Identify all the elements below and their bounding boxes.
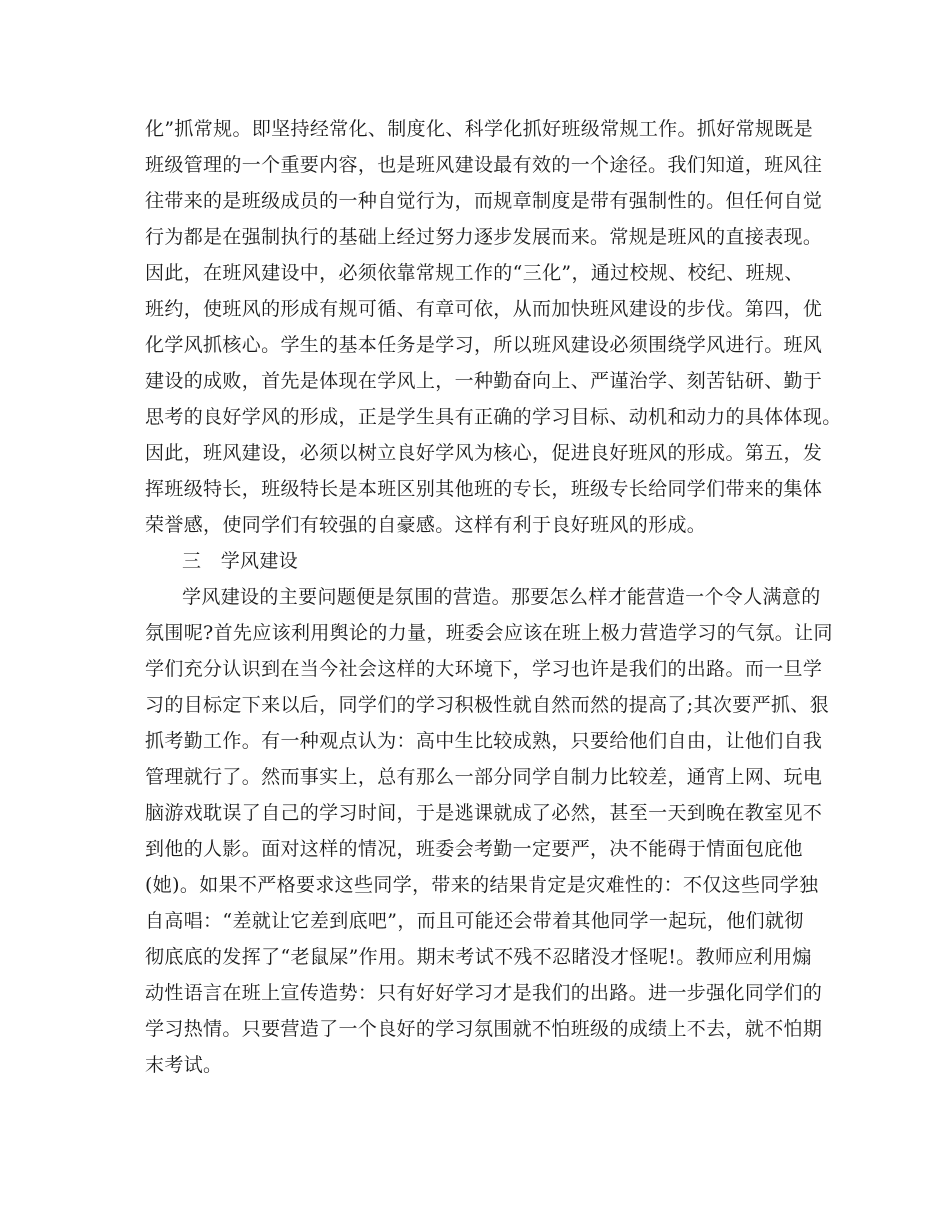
text-line: 学习热情。只要营造了一个良好的学习氛围就不怕班级的成绩上不去，就不怕期: [145, 1018, 823, 1040]
text-line: 挥班级特长，班级特长是本班区别其他班的专长，班级专长给同学们带来的集体: [145, 478, 823, 500]
text-line: 班级管理的一个重要内容，也是班风建设最有效的一个途径。我们知道，班风往: [145, 154, 823, 176]
text-line: 建设的成败，首先是体现在学风上，一种勤奋向上、严谨治学、刻苦钻研、勤于: [145, 370, 823, 392]
section-heading: 三 学风建设: [182, 550, 299, 572]
text-line: 到他的人影。面对这样的情况，班委会考勤一定要严，决不能碍于情面包庇他: [145, 838, 803, 860]
text-line: 管理就行了。然而事实上，总有那么一部分同学自制力比较差，通宵上网、玩电: [145, 766, 823, 788]
text-line: 思考的良好学风的形成，正是学生具有正确的学习目标、动机和动力的具体体现。: [145, 406, 842, 428]
text-line: 彻底底的发挥了“老鼠屎”作用。期末考试不残不忍睹没才怪呢!。教师应利用煽: [145, 946, 812, 968]
text-line: 因此，在班风建设中，必须依靠常规工作的“三化”，通过校规、校纪、班规、: [145, 262, 804, 284]
text-line: 往带来的是班级成员的一种自觉行为，而规章制度是带有强制性的。但任何自觉: [145, 190, 823, 212]
text-line: 氛围呢?首先应该利用舆论的力量，班委会应该在班上极力营造学习的气氛。让同: [145, 622, 833, 644]
text-line: 末考试。: [145, 1054, 223, 1076]
text-line: 抓考勤工作。有一种观点认为：高中生比较成熟，只要给他们自由，让他们自我: [145, 730, 823, 752]
text-line: 化学风抓核心。学生的基本任务是学习，所以班风建设必须围绕学风进行。班风: [145, 334, 823, 356]
text-line: 荣誉感，使同学们有较强的自豪感。这样有利于良好班风的形成。: [145, 514, 707, 536]
text-line: 行为都是在强制执行的基础上经过努力逐步发展而来。常规是班风的直接表现。: [145, 226, 823, 248]
text-line: 因此，班风建设，必须以树立良好学风为核心，促进良好班风的形成。第五，发: [145, 442, 823, 464]
text-line: 学风建设的主要问题便是氛围的营造。那要怎么样才能营造一个令人满意的: [182, 586, 821, 608]
text-line: 班约，使班风的形成有规可循、有章可依，从而加快班风建设的步伐。第四，优: [145, 298, 823, 320]
text-line: 自高唱：“差就让它差到底吧”，而且可能还会带着其他同学一起玩，他们就彻: [145, 910, 804, 932]
text-line: (她)。如果不严格要求这些同学，带来的结果肯定是灾难性的：不仅这些同学独: [145, 874, 819, 896]
text-line: 脑游戏耽误了自己的学习时间，于是逃课就成了必然，甚至一天到晚在教室见不: [145, 802, 823, 824]
text-line: 学们充分认识到在当今社会这样的大环境下，学习也许是我们的出路。而一旦学: [145, 658, 823, 680]
text-line: 习的目标定下来以后，同学们的学习积极性就自然而然的提高了;其次要严抓、狠: [145, 694, 830, 716]
text-line: 化”抓常规。即坚持经常化、制度化、科学化抓好班级常规工作。抓好常规既是: [145, 118, 813, 140]
text-line: 动性语言在班上宣传造势：只有好好学习才是我们的出路。进一步强化同学们的: [145, 982, 823, 1004]
